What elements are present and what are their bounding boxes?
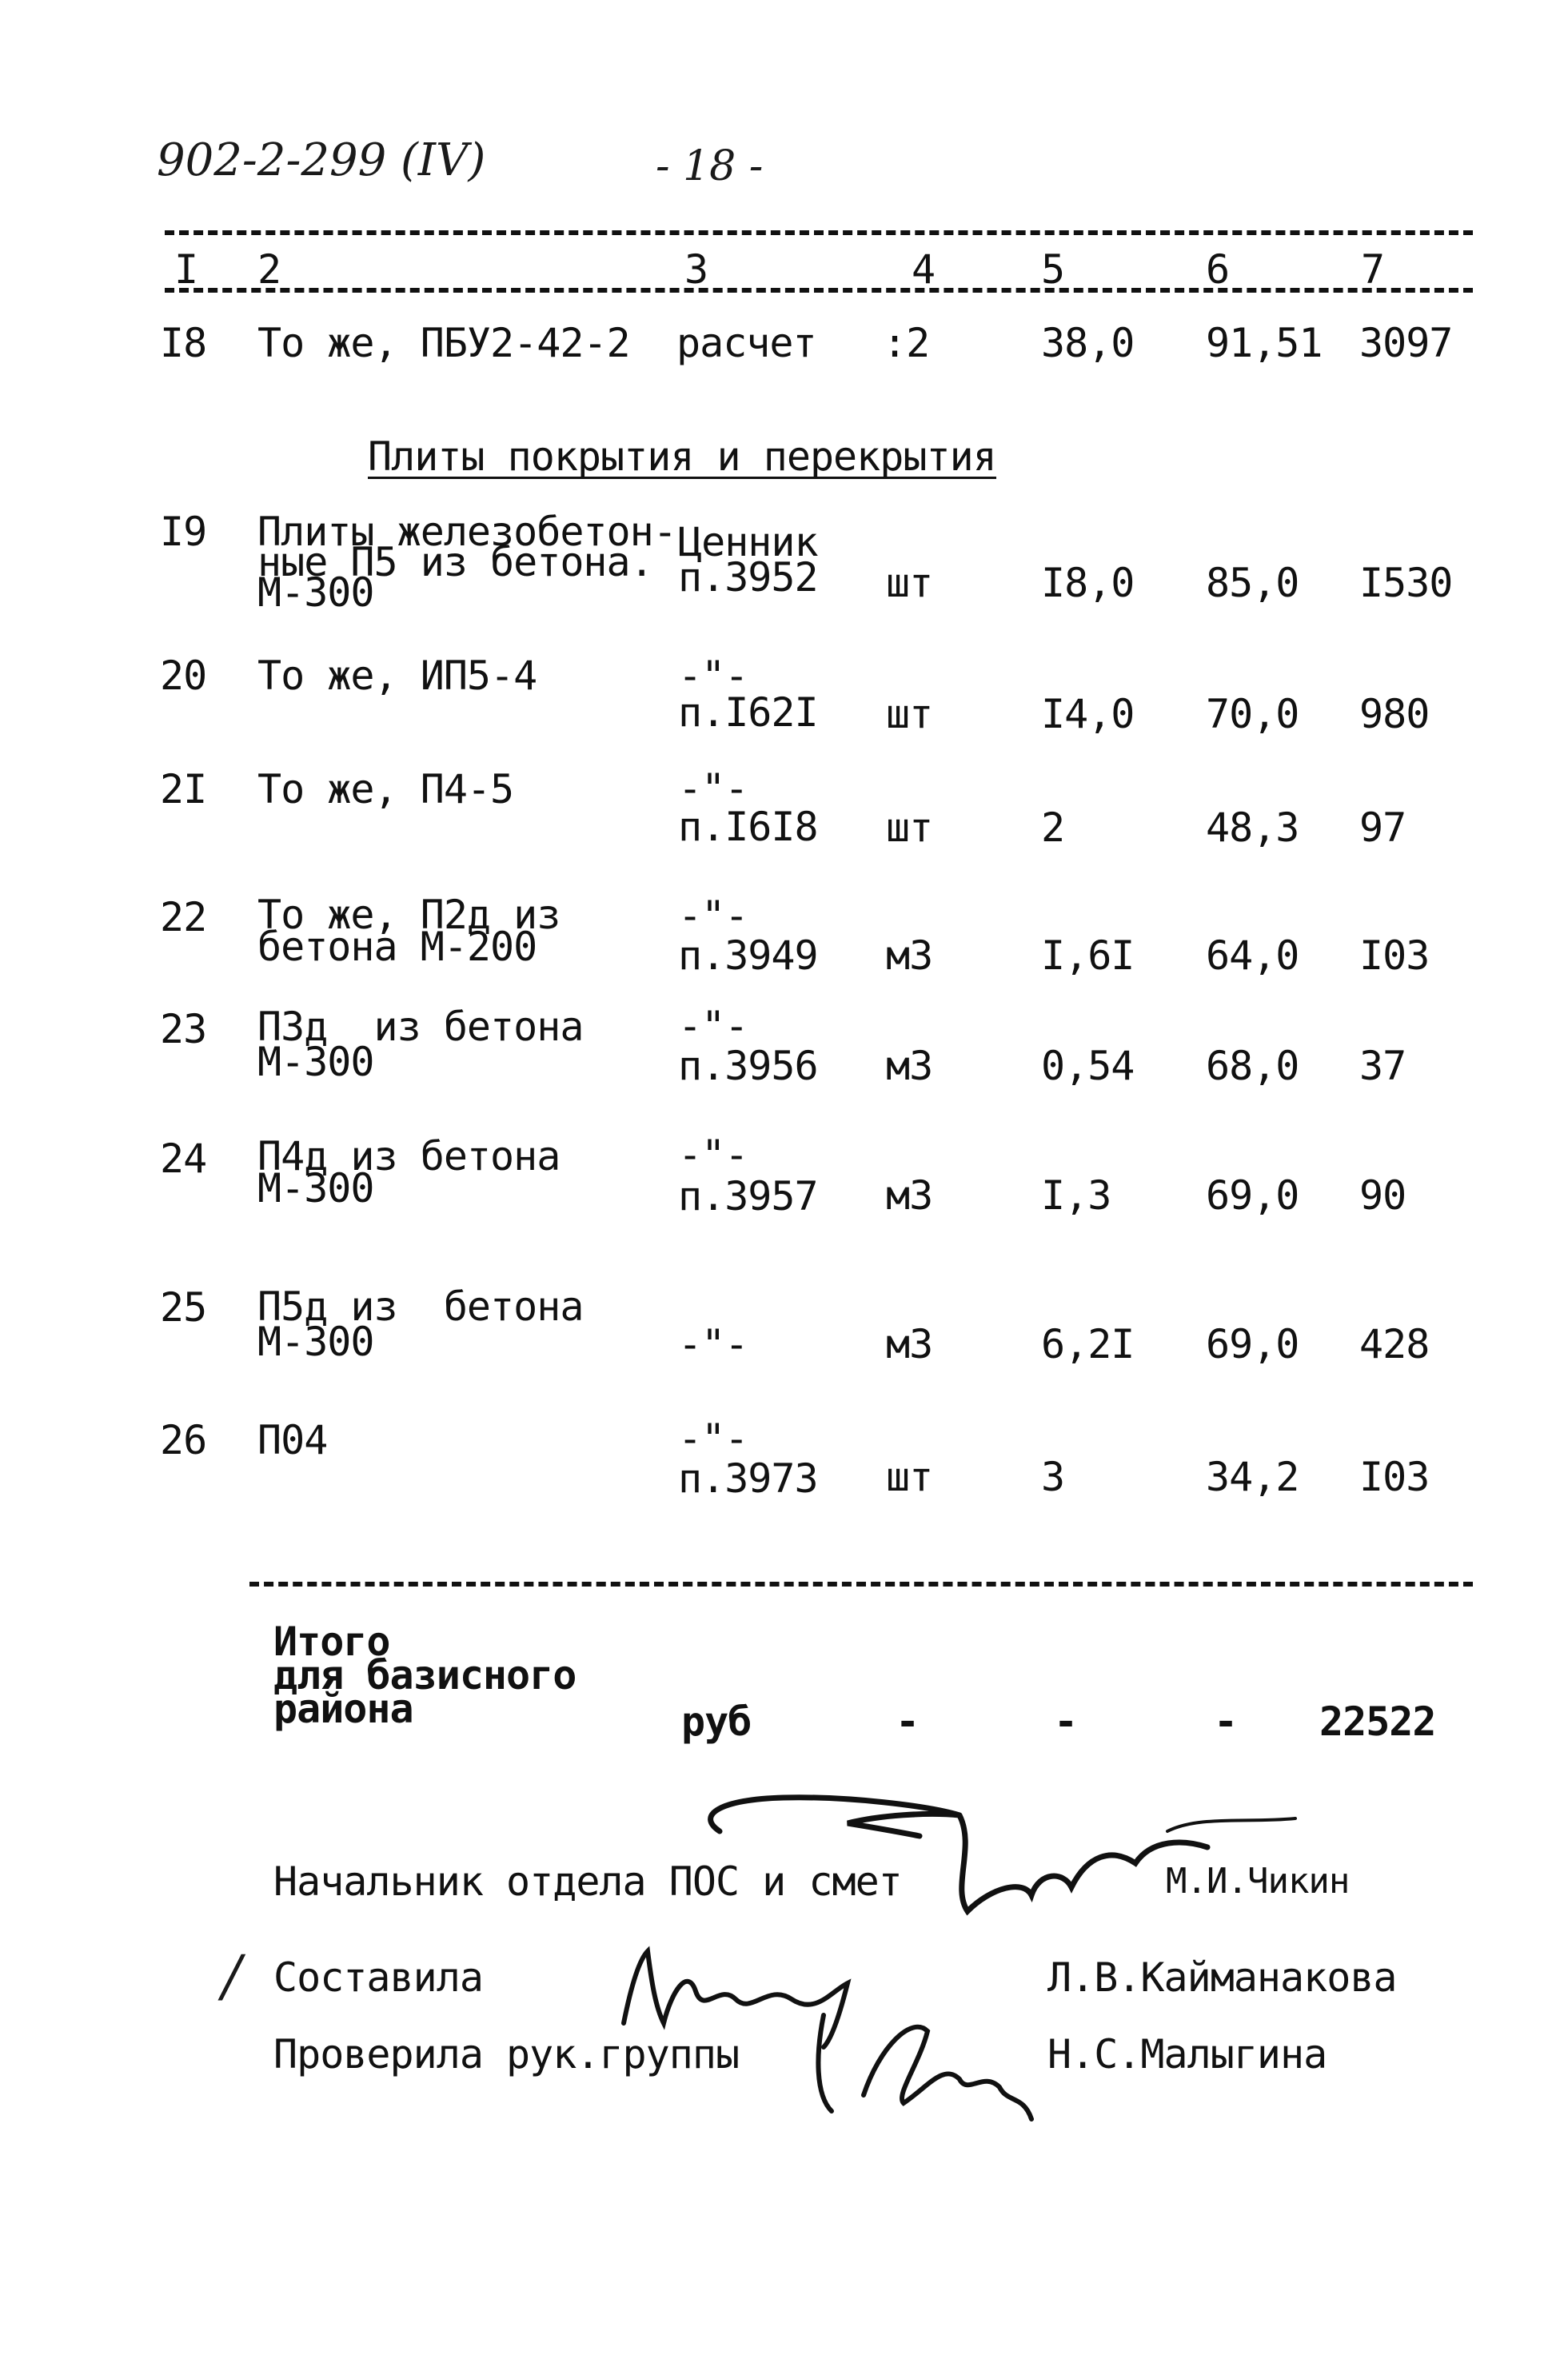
row-number: 24	[160, 1136, 207, 1182]
item-price: 85,0	[1206, 560, 1299, 606]
section-title: Плиты покрытия и перекрытия	[368, 433, 996, 480]
item-source: -"- п.3957	[678, 1132, 818, 1219]
item-quantity: I,3	[1041, 1172, 1111, 1219]
item-price: 69,0	[1206, 1321, 1299, 1367]
item-unit: шт	[886, 691, 933, 737]
item-price: 69,0	[1206, 1172, 1299, 1219]
item-price: 68,0	[1206, 1043, 1299, 1089]
column-header-4: 4	[912, 246, 936, 293]
column-header-1: I	[174, 246, 199, 293]
item-total: 980	[1359, 691, 1430, 737]
column-header-2: 2	[257, 246, 282, 293]
item-unit: шт	[886, 804, 933, 851]
item-unit: шт	[886, 1454, 933, 1500]
item-total: 3097	[1359, 320, 1453, 366]
item-unit: м3	[886, 932, 933, 979]
item-unit: шт	[886, 560, 933, 606]
item-name: То же, П4-5	[257, 766, 514, 812]
item-source: -"-	[678, 1321, 748, 1367]
row-number: I8	[160, 320, 207, 366]
total-col5: -	[1054, 1698, 1078, 1745]
row-number: I9	[160, 509, 207, 555]
compiled-name: Л.В.Кайманакова	[1047, 1954, 1397, 2001]
margin-mark: /	[222, 1943, 241, 2009]
item-price: 91,51	[1206, 320, 1323, 366]
item-total: 37	[1359, 1043, 1406, 1089]
item-price: 64,0	[1206, 932, 1299, 979]
checked-label: Проверила рук.группы	[273, 2031, 740, 2078]
item-total: I03	[1359, 1454, 1430, 1500]
item-price: 34,2	[1206, 1454, 1299, 1500]
item-name: П04	[257, 1417, 328, 1463]
item-unit: м3	[886, 1172, 933, 1219]
item-price: 48,3	[1206, 804, 1299, 851]
row-number: 23	[160, 1006, 207, 1052]
item-source: -"- п.3956	[678, 1003, 818, 1089]
item-quantity: 2	[1041, 804, 1065, 851]
row-number: 25	[160, 1284, 207, 1331]
row-number: 26	[160, 1417, 207, 1463]
checked-signature	[808, 1999, 1063, 2135]
item-source: -"- п.3949	[678, 892, 818, 979]
document-code: 902-2-299 (IV)	[157, 134, 486, 186]
item-unit: :2	[883, 320, 930, 366]
item-quantity: 0,54	[1041, 1043, 1135, 1089]
item-name: П4д из бетона М-300	[257, 1133, 561, 1211]
item-name: П5д из бетона М-300	[257, 1283, 584, 1365]
item-name: Плиты железобетон- ные П5 из бетона. М-300	[257, 509, 676, 616]
item-quantity: I,6I	[1041, 932, 1135, 979]
item-name: П3д из бетона М-300	[257, 1004, 584, 1085]
item-unit: м3	[886, 1043, 933, 1089]
item-quantity: I4,0	[1041, 691, 1135, 737]
column-header-3: 3	[684, 246, 709, 293]
item-total: 90	[1359, 1172, 1406, 1219]
column-header-7: 7	[1361, 246, 1386, 293]
item-quantity: I8,0	[1041, 560, 1135, 606]
total-col4: -	[896, 1698, 920, 1745]
page-number: - 18 -	[656, 142, 764, 190]
table-header-rule	[165, 288, 1473, 293]
row-number: 2I	[160, 766, 207, 812]
item-quantity: 38,0	[1041, 320, 1135, 366]
item-total: 428	[1359, 1321, 1430, 1367]
total-amount: 22522	[1319, 1698, 1436, 1745]
item-quantity: 3	[1041, 1454, 1065, 1500]
head-title: Начальник отдела ПОС и смет	[273, 1858, 902, 1905]
row-number: 20	[160, 653, 207, 699]
head-signature	[688, 1783, 1375, 1927]
item-quantity: 6,2I	[1041, 1321, 1135, 1367]
total-col6: -	[1214, 1698, 1238, 1745]
item-source: расчет	[676, 320, 816, 366]
table-top-rule	[165, 230, 1473, 235]
column-header-5: 5	[1041, 246, 1066, 293]
table-bottom-rule	[249, 1582, 1473, 1587]
total-unit: руб	[681, 1698, 752, 1745]
item-source: -"- п.I62I	[678, 653, 818, 736]
item-name: То же, ПБУ2-42-2	[257, 320, 630, 366]
item-name: То же, ИП5-4	[257, 653, 537, 699]
compiled-label: Составила	[273, 1954, 483, 2001]
item-name: То же, П2д из бетона М-200	[257, 892, 561, 970]
item-source: -"- п.I6I8	[678, 765, 818, 850]
item-source: Ценник п.3952	[678, 519, 818, 601]
item-total: I03	[1359, 932, 1430, 979]
item-unit: м3	[886, 1321, 933, 1367]
total-label: Итого для базисного района	[273, 1619, 577, 1732]
row-number: 22	[160, 894, 207, 940]
column-header-6: 6	[1206, 246, 1231, 293]
head-name: М.И.Чикин	[1166, 1861, 1350, 1902]
checked-name: Н.С.Малыгина	[1047, 2031, 1327, 2078]
item-price: 70,0	[1206, 691, 1299, 737]
item-total: I530	[1359, 560, 1453, 606]
item-total: 97	[1359, 804, 1406, 851]
item-source: -"- п.3973	[678, 1415, 818, 1502]
